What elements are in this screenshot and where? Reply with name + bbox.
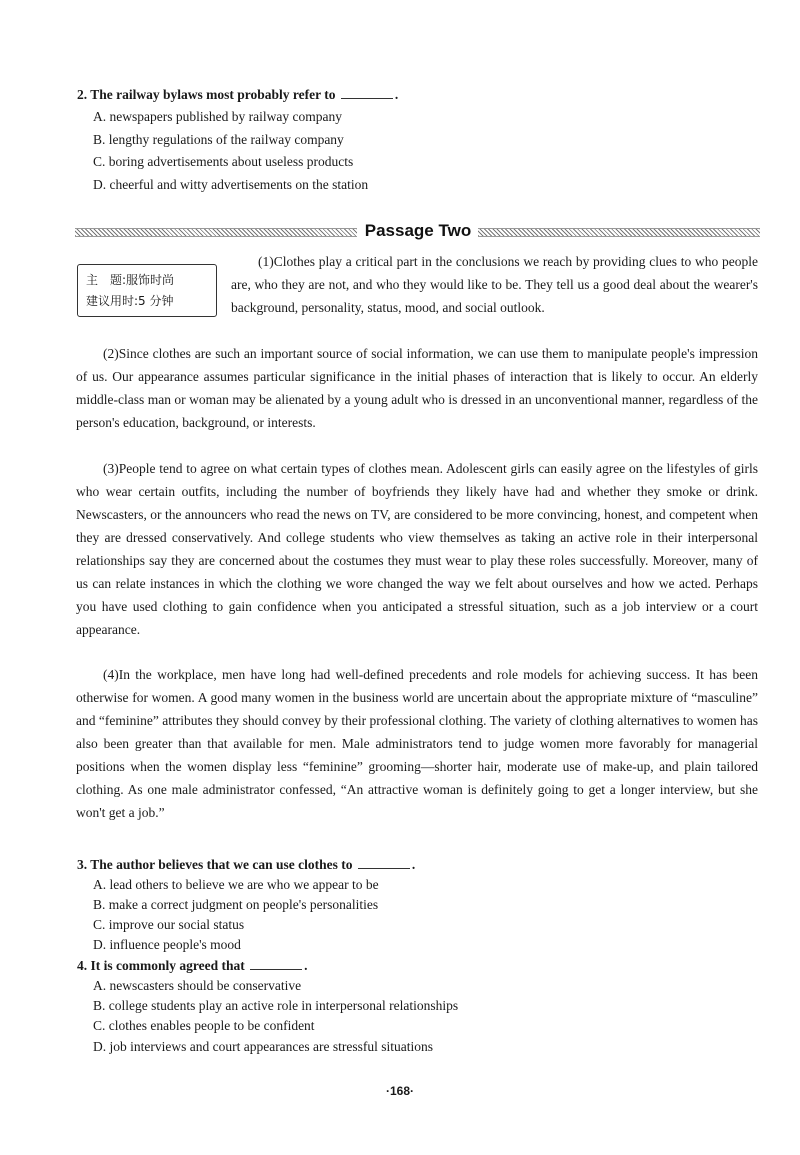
answer-blank <box>358 856 410 869</box>
paragraph-4: (4)In the workplace, men have long had well-defined precedents and role models for achieving success. It has been otherwise for women. A good many women in the business world are uncertain about the appropriate mixture of “masculine” and “feminine” attributes they should convey by their professional clothing. The variety of clothing alternatives to women has also been greater than that available for men. Male administrators tend to judge women more favorably for managerial positions when the women display less “feminine” grooming—shorter hair, moderate use of make-up, and plain tailored clothing. As one male administrator confessed, “An attractive woman is definitely going to get a longer interview, but she won't get a job.” <box>76 667 758 820</box>
banner-rule-right <box>478 228 760 237</box>
question-2-option-a: A. newspapers published by railway company <box>93 109 342 124</box>
answer-blank <box>250 957 302 970</box>
question-4-option-d: D. job interviews and court appearances are stressful situations <box>93 1039 434 1054</box>
question-2-option-d: D. cheerful and witty advertisements on the station <box>93 177 369 192</box>
passage-banner <box>75 222 760 244</box>
question-2-option-b: B. lengthy regulations of the railway company <box>93 132 344 147</box>
topic-box <box>77 264 217 317</box>
topic-label: 主 题:服饰时尚 <box>86 273 175 287</box>
question-4-option-a: A. newscasters should be conservative <box>93 978 302 993</box>
question-3-option-a: A. lead others to believe we are who we appear to be <box>93 877 379 892</box>
banner-rule-left <box>75 228 357 237</box>
paragraph-2: (2)Since clothes are such an important source of social information, we can use them to manipulate people's impression of us. Our appearance assumes particular significance in the initial phases of interaction that is likely to occur. An elderly middle-class man or woman may be alienated by a young adult who is dressed in an unconventional manner, regardless of the person's education, background, or interests. <box>76 346 758 430</box>
question-3-stem: 3. The author believes that we can use clothes to . <box>77 857 416 872</box>
paragraph-1: (1)Clothes play a critical part in the conclusions we reach by providing clues to who people are, who they are not, and who they would like to be. They tell us a good deal about the wearer's background, personality, status, mood, and social outlook. <box>231 254 758 315</box>
question-2-option-c: C. boring advertisements about useless products <box>93 154 354 169</box>
page-number: ·168· <box>385 1084 414 1098</box>
question-2-stem: 2. The railway bylaws most probably refer to . <box>77 87 399 102</box>
question-3-option-c: C. improve our social status <box>93 917 245 932</box>
question-4-option-c: C. clothes enables people to be confident <box>93 1018 315 1033</box>
question-3-option-d: D. influence people's mood <box>93 937 241 952</box>
answer-blank <box>341 86 393 99</box>
passage-title: Passage Two <box>364 221 472 240</box>
question-3-option-b: B. make a correct judgment on people's personalities <box>93 897 379 912</box>
suggested-time-label: 建议用时:5 分钟 <box>86 294 174 308</box>
paragraph-3: (3)People tend to agree on what certain types of clothes mean. Adolescent girls can easily agree on the lifestyles of girls who wear certain outfits, including the number of boyfriends they likely have had and whether they smoke or drink. Newscasters, or the announcers who read the news on TV, are considered to be more convincing, honest, and competent when they are dressed conservatively. And college students who view themselves as taking an active role in their interpersonal relationships say they are concerned about the costumes they must wear to play these roles successfully. Moreover, many of us can relate instances in which the clothing we wore changed the way we felt about ourselves and how we acted. Perhaps you have used clothing to gain confidence when you anticipated a stressful situation, such as a job interview or a court appearance. <box>76 461 758 637</box>
question-4-option-b: B. college students play an active role in interpersonal relationships <box>93 998 459 1013</box>
question-4-stem: 4. It is commonly agreed that . <box>77 958 308 973</box>
